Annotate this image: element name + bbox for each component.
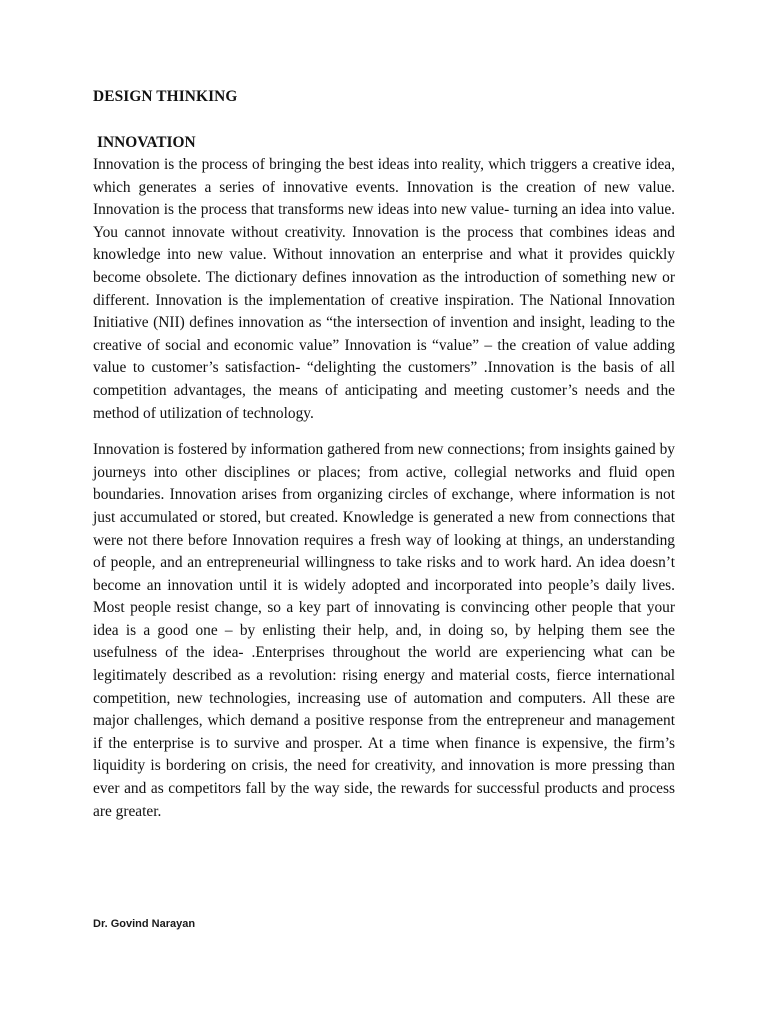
footer-author: Dr. Govind Narayan: [93, 918, 196, 930]
paragraph-1: Innovation is the process of bringing the best ideas into reality, which triggers a creative idea, which generates a series of innovative events. Innovation is the creation of new value. Innovation is the process that transforms new ideas into new value- turning an idea into value. You cannot innovate without creativity. Innovation is the process that combines ideas and knowledge into new value. Without innovation an enterprise and what it provides quickly become obsolete. The dictionary defines innovation as the introduction of something new or different. Innovation is the implementation of creative inspiration. The National Innovation Initiative (NII) defines innovation as “the intersection of invention and insight, leading to the creative of social and economic value” Innovation is “value” – the creation of value adding value to customer’s satisfaction- “delighting the customers” .Innovation is the basis of all competition advantages, the means of anticipating and meeting customer’s needs and the method of utilization of technology.: [93, 156, 675, 422]
section-heading: INNOVATION: [97, 134, 196, 151]
document-body: [93, 86, 675, 823]
document-title: DESIGN THINKING: [93, 88, 238, 105]
paragraph-2: Innovation is fostered by information gathered from new connections; from insights gained by journeys into other disciplines or places; from active, collegial networks and fluid open boundaries. Innovation arises from organizing circles of exchange, where information is not just accumulated or stored, but created. Knowledge is generated a new from connections that were not there before Innovation requires a fresh way of looking at things, an understanding of people, and an entrepreneurial willingness to take risks and to work hard. An idea doesn’t become an innovation until it is widely adopted and incorporated into people’s daily lives. Most people resist change, so a key part of innovating is convincing other people that your idea is a good one – by enlisting their help, and, in doing so, by helping them see the usefulness of the idea- .Enterprises throughout the world are experiencing what can be legitimately described as a revolution: rising energy and material costs, fierce international competition, new technologies, increasing use of automation and computers. All these are major challenges, which demand a positive response from the entrepreneur and management if the enterprise is to survive and prosper. At a time when finance is expensive, the firm’s liquidity is bordering on crisis, the need for creativity, and innovation is more pressing than ever and as competitors fall by the way side, the rewards for successful products and process are greater.: [93, 441, 675, 820]
